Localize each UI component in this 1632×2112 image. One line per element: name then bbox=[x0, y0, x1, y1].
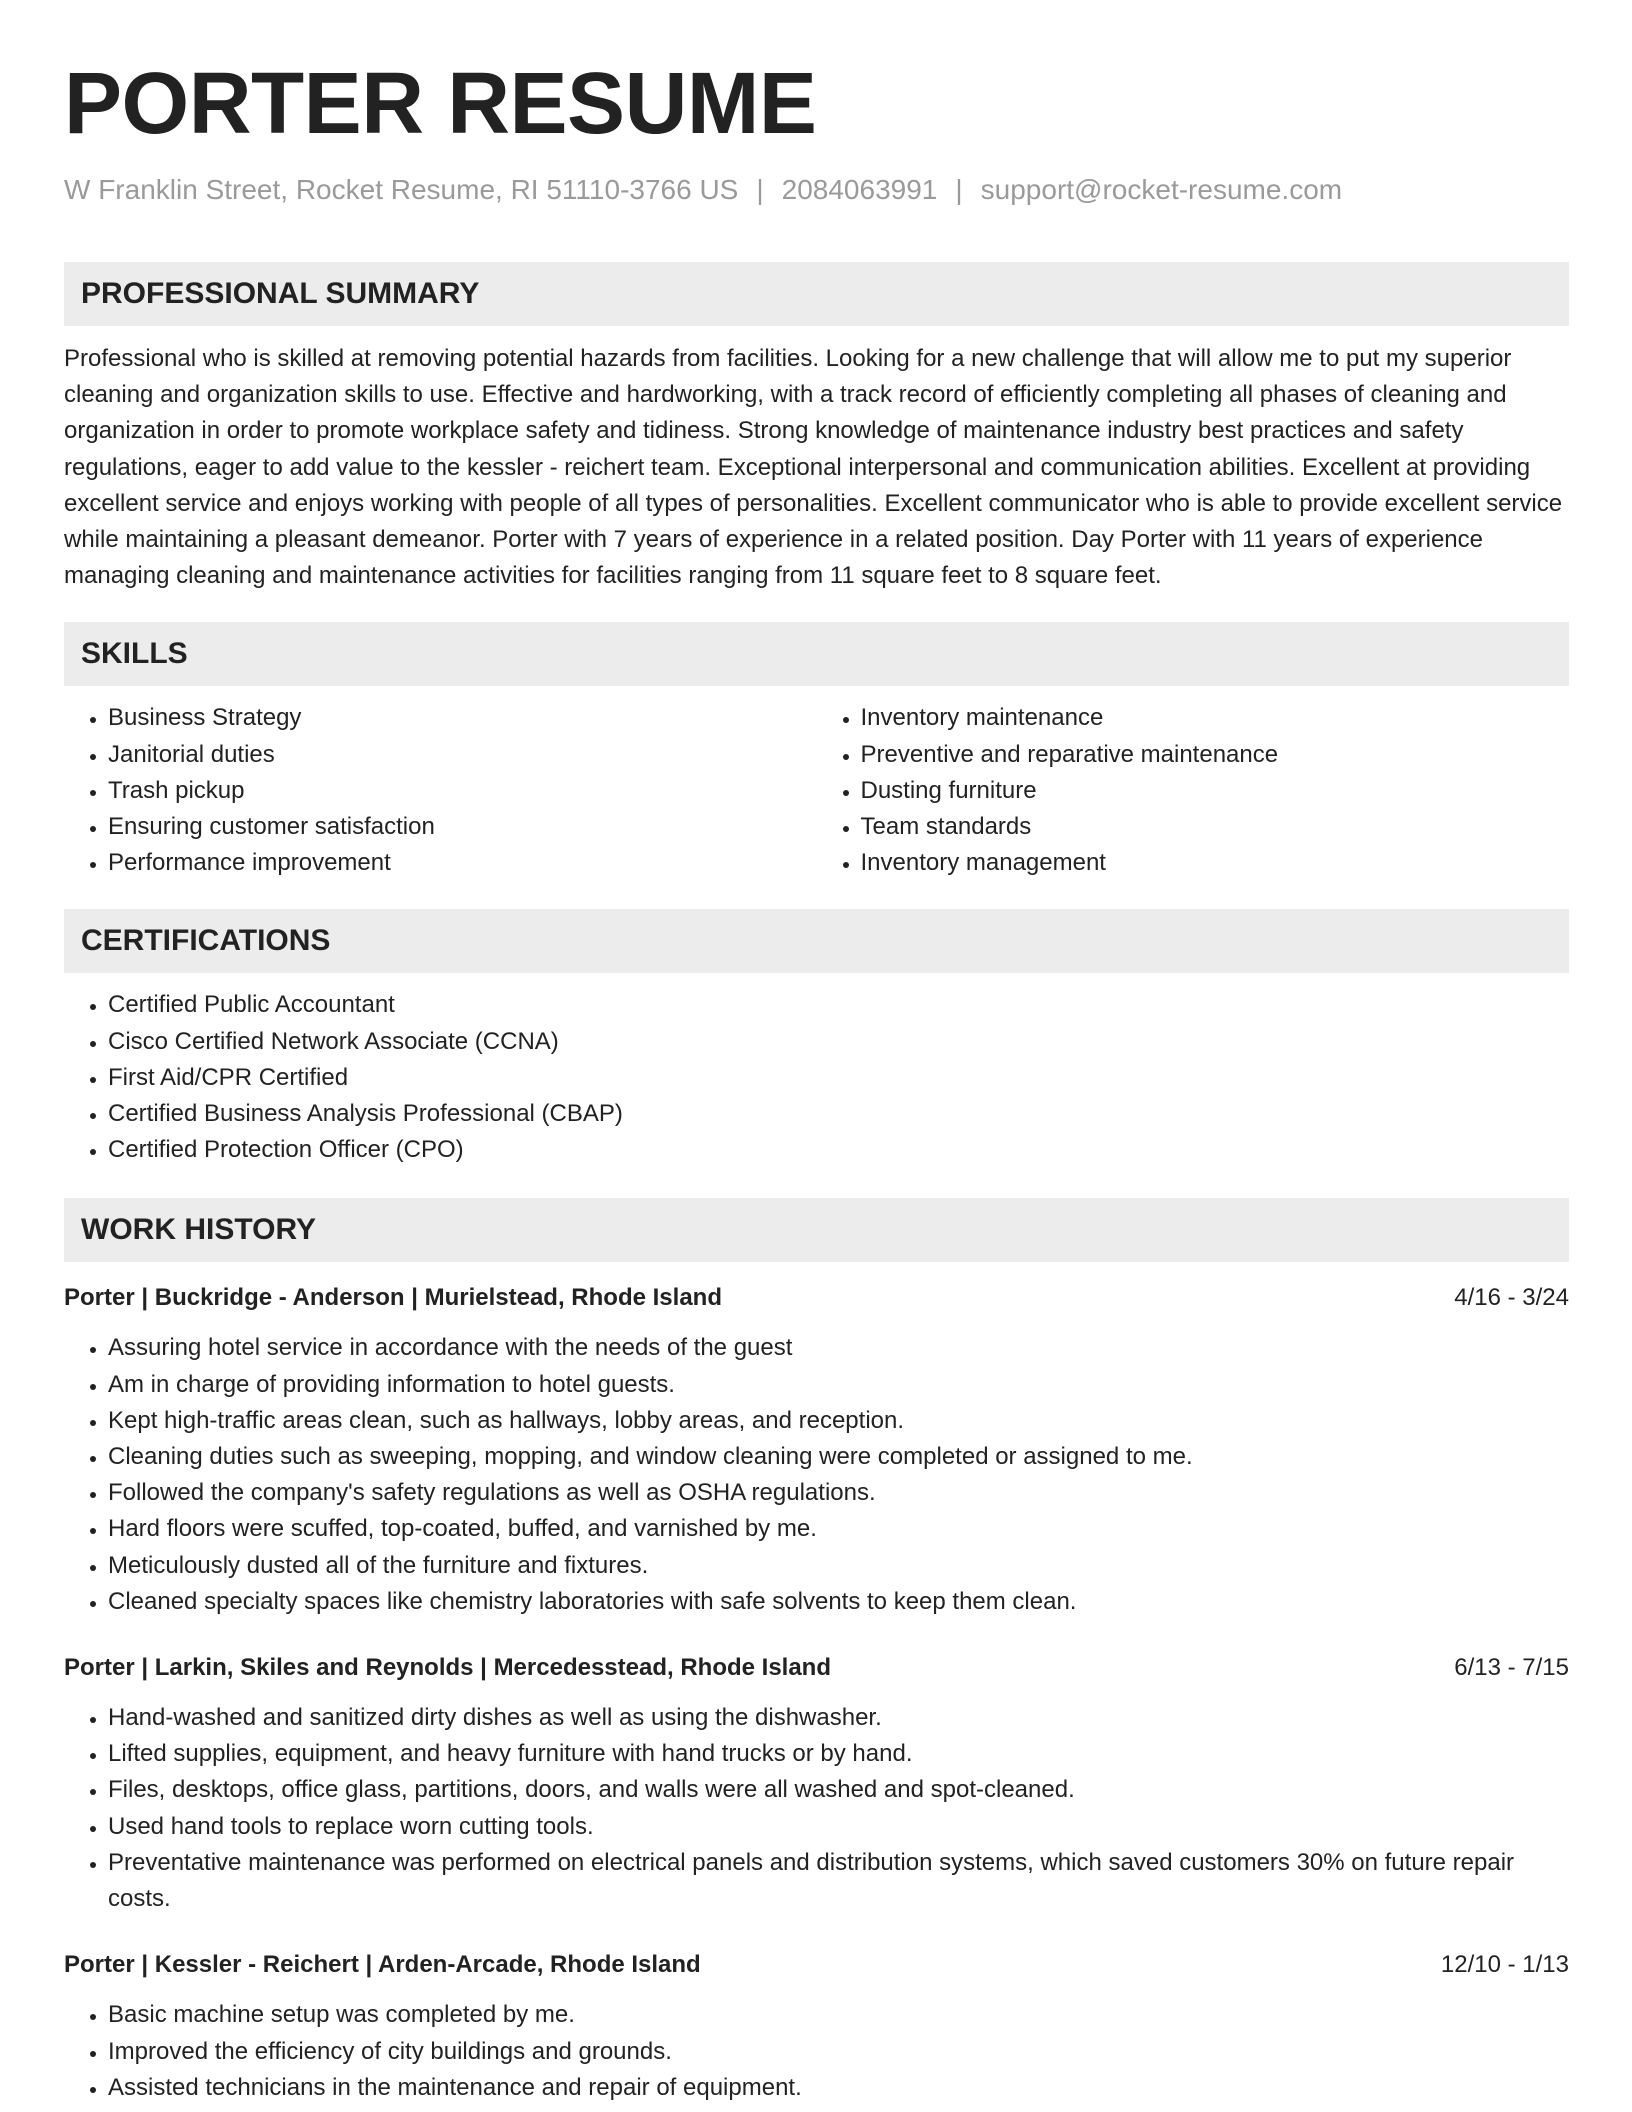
job-duty: • Cleaning duties such as sweeping, mopping, and window cleaning were completed or assigned to me. bbox=[108, 1439, 1569, 1475]
job-duty: • Files, desktops, office glass, partitions, doors, and walls were all washed and spot-cleaned. bbox=[108, 1772, 1569, 1808]
job-duties bbox=[64, 1330, 1569, 1620]
resume-name: PORTER RESUME bbox=[64, 55, 817, 152]
job-title: Porter | Larkin, Skiles and Reynolds | Mercedesstead, Rhode Island bbox=[64, 1654, 832, 1682]
certification-item: • First Aid/CPR Certified bbox=[108, 1060, 1569, 1096]
job-header bbox=[64, 1280, 1569, 1316]
job-entry bbox=[64, 1947, 1569, 2106]
skill-item: • Ensuring customer satisfaction bbox=[108, 809, 817, 845]
job-entry bbox=[64, 1650, 1569, 1917]
skill-item: • Dusting furniture bbox=[861, 773, 1570, 809]
job-duty: • Hard floors were scuffed, top-coated, buffed, and varnished by me. bbox=[108, 1511, 1569, 1547]
certifications-list bbox=[64, 987, 1569, 1168]
job-duty: • Meticulously dusted all of the furniture and fixtures. bbox=[108, 1548, 1569, 1584]
skill-item: • Inventory management bbox=[861, 845, 1570, 881]
job-duty: • Am in charge of providing information to hotel guests. bbox=[108, 1367, 1569, 1403]
section-heading-certifications: CERTIFICATIONS bbox=[64, 909, 1569, 973]
summary-text: Professional who is skilled at removing potential hazards from facilities. Looking for a new challenge that will allow me to put my superior cleaning and organization skills to use. Effective and hardworking, with a track record of efficiently completing all phases of cleaning and organization in order to promote workplace safety and tidiness. Strong knowledge of maintenance industry best practices and safety regulations, eager to add value to the kessler - reichert team. Exceptional interpersonal and communication abilities. Excellent at providing excellent service and enjoys working with people of all types of personalities. Excellent communicator who is able to provide excellent service while maintaining a pleasant demeanor. Porter with 7 years of experience in a related position. Day Porter with 11 years of experience managing cleaning and maintenance activities for facilities ranging from 11 square feet to 8 square feet. bbox=[64, 345, 1563, 590]
job-title: Porter | Kessler - Reichert | Arden-Arcade, Rhode Island bbox=[64, 1951, 701, 1979]
job-duty: • Hand-washed and sanitized dirty dishes as well as using the dishwasher. bbox=[108, 1700, 1569, 1736]
skill-item: • Business Strategy bbox=[108, 700, 817, 736]
section-heading-skills: SKILLS bbox=[64, 622, 1569, 686]
job-header bbox=[64, 1650, 1569, 1686]
job-entry bbox=[64, 1280, 1569, 1620]
job-duty: • Kept high-traffic areas clean, such as hallways, lobby areas, and reception. bbox=[108, 1403, 1569, 1439]
skills-list-left bbox=[64, 700, 817, 881]
job-duty: • Assuring hotel service in accordance with the needs of the guest bbox=[108, 1330, 1569, 1366]
skill-item: • Team standards bbox=[861, 809, 1570, 845]
job-duty: • Followed the company's safety regulations as well as OSHA regulations. bbox=[108, 1475, 1569, 1511]
skill-item: • Performance improvement bbox=[108, 845, 817, 881]
section-heading-summary: PROFESSIONAL SUMMARY bbox=[64, 262, 1569, 326]
contact-separator: | bbox=[756, 174, 764, 205]
job-duty: • Improved the efficiency of city buildings and grounds. bbox=[108, 2034, 1569, 2070]
job-duty: • Lifted supplies, equipment, and heavy furniture with hand trucks or by hand. bbox=[108, 1736, 1569, 1772]
contact-address: W Franklin Street, Rocket Resume, RI 51110-3766 US bbox=[64, 174, 739, 205]
skills-list-right bbox=[817, 700, 1570, 881]
job-dates: 12/10 - 1/13 bbox=[1440, 1951, 1569, 1979]
skill-item: • Janitorial duties bbox=[108, 737, 817, 773]
job-header bbox=[64, 1947, 1569, 1983]
certification-item: • Certified Business Analysis Professional (CBAP) bbox=[108, 1096, 1569, 1132]
job-duties bbox=[64, 1700, 1569, 1917]
job-duty: • Used hand tools to replace worn cutting tools. bbox=[108, 1809, 1569, 1845]
job-title: Porter | Buckridge - Anderson | Murielstead, Rhode Island bbox=[64, 1284, 722, 1312]
skill-item: • Inventory maintenance bbox=[861, 700, 1570, 736]
job-duty: • Assisted technicians in the maintenance and repair of equipment. bbox=[108, 2070, 1569, 2106]
skills-grid bbox=[64, 686, 1569, 881]
job-duties bbox=[64, 1997, 1569, 2106]
job-duty: • Preventative maintenance was performed on electrical panels and distribution systems, which saved customers 30% on future repair costs. bbox=[108, 1845, 1569, 1917]
skill-item: • Preventive and reparative maintenance bbox=[861, 737, 1570, 773]
certification-item: • Certified Public Accountant bbox=[108, 987, 1569, 1023]
contact-separator: | bbox=[955, 174, 963, 205]
job-dates: 4/16 - 3/24 bbox=[1454, 1284, 1569, 1312]
job-duty: • Basic machine setup was completed by me. bbox=[108, 1997, 1569, 2033]
job-duty: • Cleaned specialty spaces like chemistry laboratories with safe solvents to keep them clean. bbox=[108, 1584, 1569, 1620]
job-dates: 6/13 - 7/15 bbox=[1454, 1654, 1569, 1682]
skill-item: • Trash pickup bbox=[108, 773, 817, 809]
section-heading-work-history: WORK HISTORY bbox=[64, 1198, 1569, 1262]
contact-line bbox=[64, 170, 1569, 210]
contact-email: support@rocket-resume.com bbox=[980, 174, 1343, 205]
certification-item: • Cisco Certified Network Associate (CCNA) bbox=[108, 1024, 1569, 1060]
contact-phone: 2084063991 bbox=[781, 174, 938, 205]
certification-item: • Certified Protection Officer (CPO) bbox=[108, 1132, 1569, 1168]
